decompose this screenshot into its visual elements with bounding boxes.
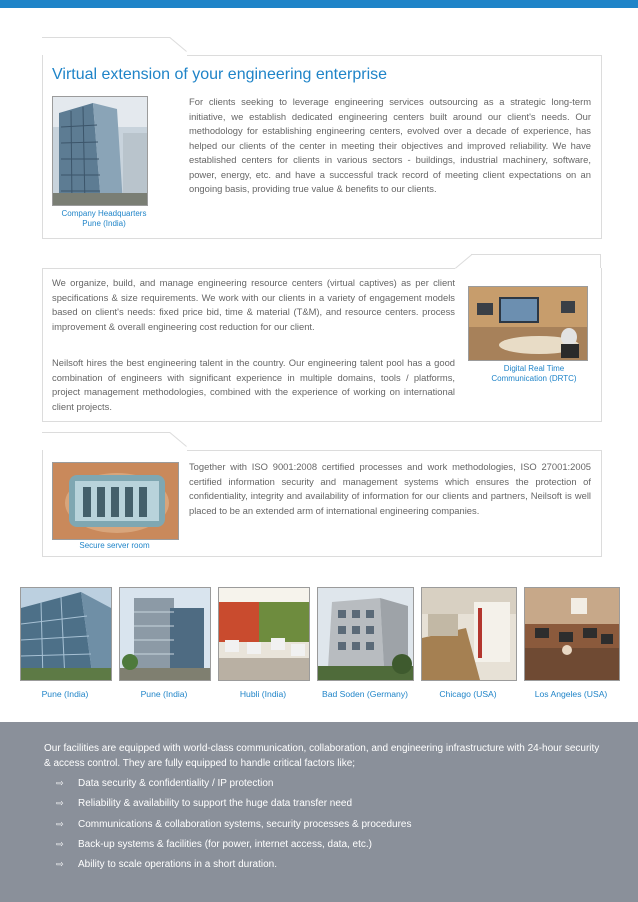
headquarters-photo — [52, 96, 148, 206]
section-body: Together with ISO 9001:2008 certified processes and work methodologies, ISO 27001:2005 certified information security and management systems which ensures the protection of confidentiality, integrity and availability of information for our clients and partners, Neilsoft is well placed to be an extended arm of international engineering companies. — [189, 461, 591, 516]
location-photo — [524, 587, 620, 681]
list-item: ⇨ Data security & confidentiality / IP protection — [56, 774, 411, 794]
location-label: Pune (India) — [140, 689, 188, 699]
list-item: ⇨ Back-up systems & facilities (for power, internet access, data, etc.) — [56, 835, 411, 855]
drtc-photo — [468, 286, 588, 361]
location-photo — [218, 587, 310, 681]
footer-intro: Our facilities are equipped with world-class communication, collaboration, and engineering infrastructure with 24-hour security & access control. They are fully equipped to handle critical factors like; — [44, 743, 600, 769]
card-tab-line — [42, 37, 170, 38]
list-item: ⇨ Communications & collaboration systems, security processes & procedures — [56, 815, 411, 835]
location-label: Bad Soden (Germany) — [322, 689, 408, 699]
top-accent-bar — [0, 0, 638, 8]
section-paragraph: Neilsoft hires the best engineering talent in the country. Our engineering talent pool has a good combination of engineers with significant experience in multiple domains, tools / platforms, project management methodologies, combined with the experience of working on international client projects. — [52, 357, 455, 412]
location-photo — [421, 587, 517, 681]
location-photo — [119, 587, 211, 681]
right-arrow-icon: ⇨ — [56, 819, 64, 830]
section-paragraph: We organize, build, and manage engineering resource centers (virtual captives) as per client specifications & size requirements. We work with our clients in a variety of engagement models based on client's needs: fixed price bid, time & material (T&M), and resource centers. process improvement & overall engineering cost reduction for our client. — [52, 277, 455, 332]
location-label: Hubli (India) — [239, 689, 287, 699]
location-photo — [317, 587, 414, 681]
location-label: Pune (India) — [41, 689, 89, 699]
location-label: Chicago (USA) — [439, 689, 497, 699]
right-arrow-icon: ⇨ — [56, 779, 64, 789]
photo-caption: Company Headquarters Pune (India) — [61, 209, 147, 228]
section-title: Virtual extension of your engineering enterprise — [52, 66, 388, 83]
server-room-photo — [52, 462, 179, 540]
location-label: Los Angeles (USA) — [534, 689, 608, 699]
section-body: For clients seeking to leverage engineering services outsourcing as a strategic long-term initiative, we establish dedicated engineering centers built around our client's needs. Our methodology for establishing engineering centers, evolved over a decade of experience, has helped our clients of the center in meeting their objectives and improved reliability. We have established centers for clients in various sectors - buildings, industrial machinery, software, power, energy, etc. and have a successful track record of meeting client expectations on an ongoing basis, providing true value & benefits to our clients. — [189, 96, 591, 194]
photo-caption: Secure server room — [79, 541, 150, 550]
right-arrow-icon: ⇨ — [56, 799, 64, 810]
right-arrow-icon: ⇨ — [56, 860, 64, 871]
list-item: ⇨ Ability to scale operations in a short duration. — [56, 855, 411, 875]
location-photo — [20, 587, 112, 681]
list-item: ⇨ Reliability & availability to support the huge data transfer need — [56, 794, 411, 814]
facilities-list — [56, 774, 411, 875]
photo-caption: Digital Real Time Communication (DRTC) — [491, 364, 577, 383]
right-arrow-icon: ⇨ — [56, 839, 64, 850]
